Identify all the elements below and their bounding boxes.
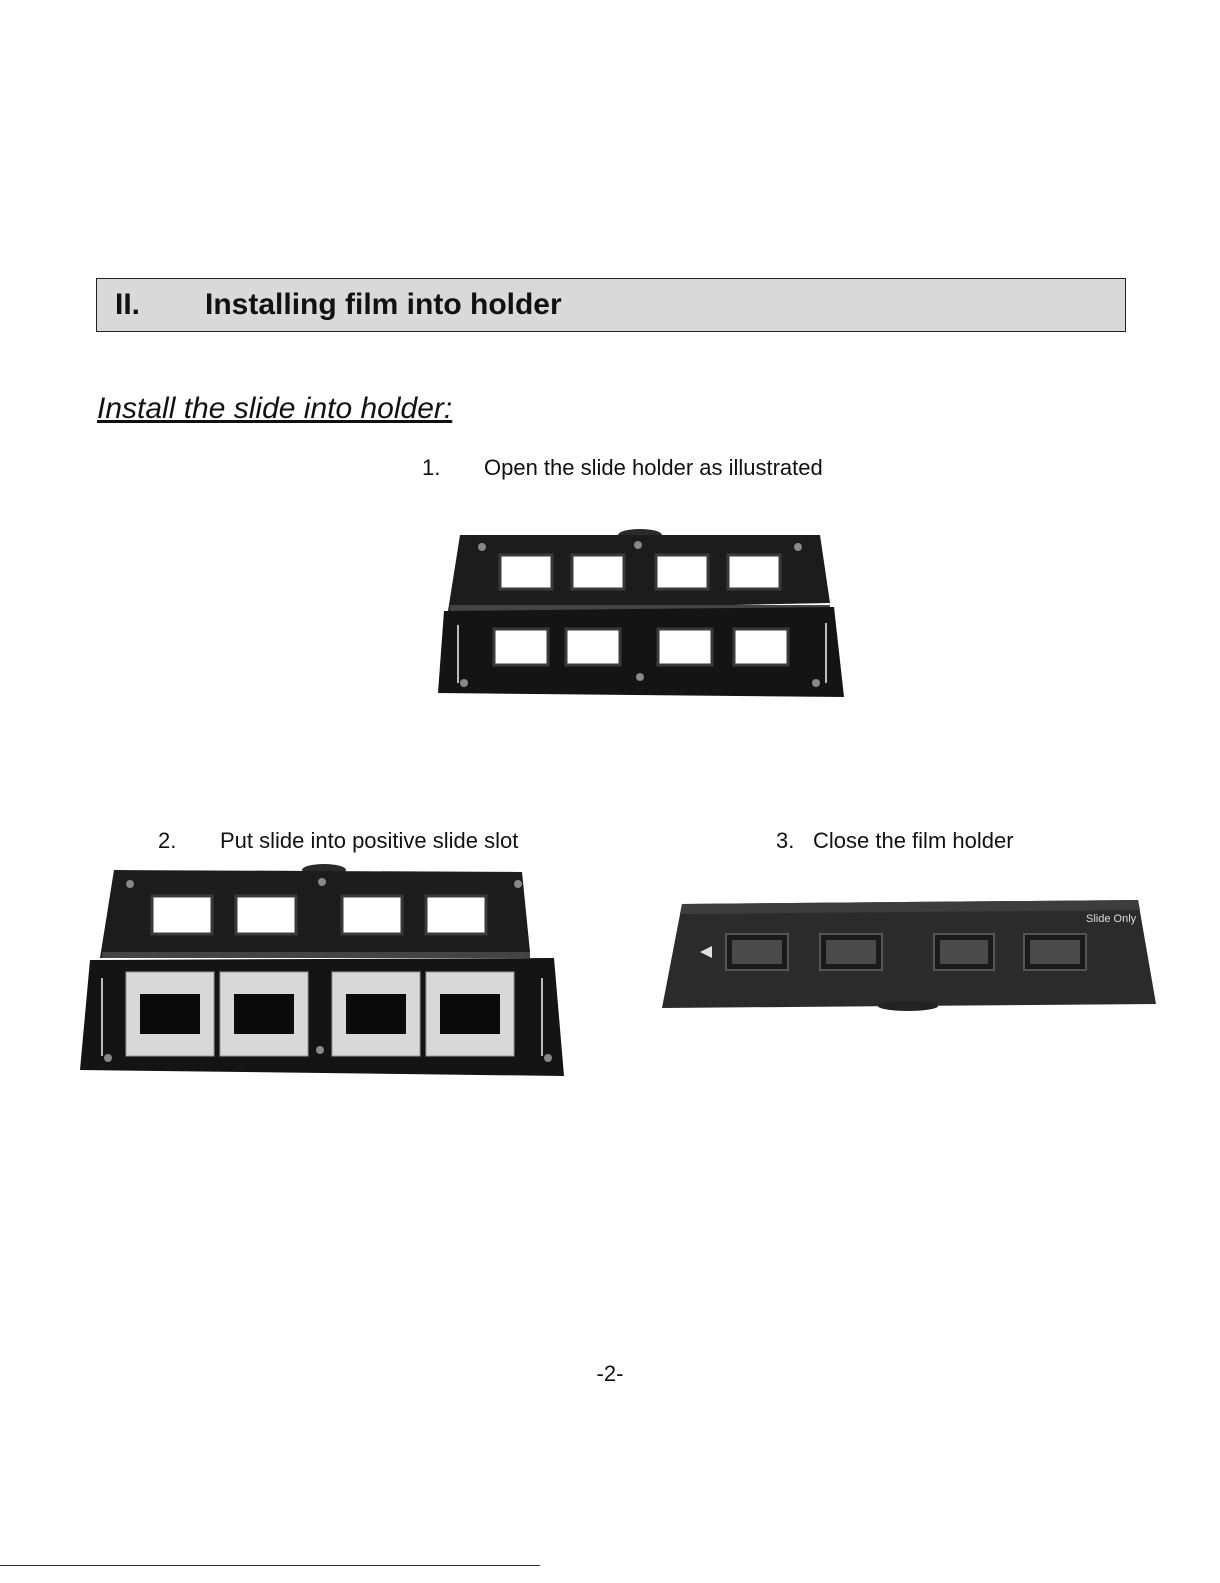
closed-film-holder-image <box>650 880 1170 1025</box>
footnote-divider <box>0 1565 540 1566</box>
subheading: Install the slide into holder: <box>97 392 453 425</box>
slide-in-holder-image <box>74 860 574 1082</box>
step-3-text: Close the film holder <box>813 828 1014 853</box>
page-number: -2- <box>596 1361 624 1386</box>
section-title: Installing film into holder <box>205 288 562 321</box>
step-1-text: Open the slide holder as illustrated <box>484 455 823 480</box>
section-number: II. <box>115 288 141 321</box>
closed-holder-graphic <box>650 880 1170 1020</box>
section-header <box>96 278 1126 332</box>
step-2-number: 2. <box>158 828 177 853</box>
step-1 <box>422 455 823 481</box>
open-slide-holder-image <box>430 525 850 705</box>
step-3-number: 3. <box>776 828 795 853</box>
step-2 <box>158 828 518 854</box>
step-1-number: 1. <box>422 455 441 480</box>
step-2-text: Put slide into positive slide slot <box>220 828 519 853</box>
step-3 <box>776 828 1014 854</box>
slide-only-label: Slide Only <box>1086 913 1137 925</box>
